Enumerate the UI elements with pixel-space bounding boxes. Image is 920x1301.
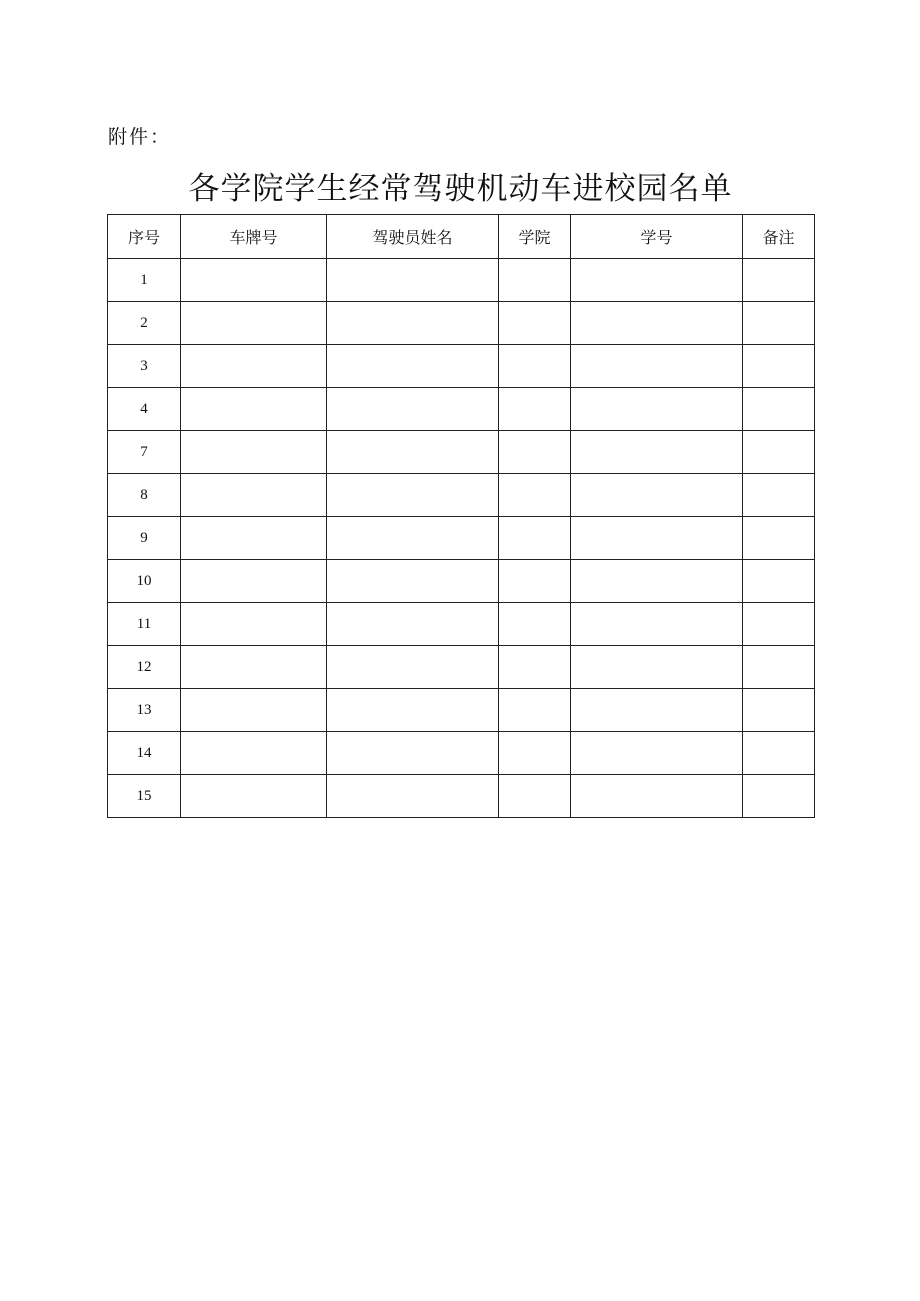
driver-name-cell: [327, 345, 499, 388]
table-row: [108, 302, 815, 345]
driver-name-cell: [327, 603, 499, 646]
student-id-cell: [571, 517, 743, 560]
license-plate-cell: [181, 431, 327, 474]
remarks-cell: [743, 646, 815, 689]
license-plate-cell: [181, 646, 327, 689]
license-plate-cell: [181, 474, 327, 517]
college-cell: [499, 302, 571, 345]
driver-name-cell: [327, 732, 499, 775]
header-student-id: 学号: [571, 215, 743, 259]
serial-number-cell: 9: [108, 517, 181, 560]
student-id-cell: [571, 603, 743, 646]
remarks-cell: [743, 603, 815, 646]
student-id-cell: [571, 302, 743, 345]
table-row: [108, 732, 815, 775]
vehicle-roster-table: [107, 214, 815, 818]
remarks-cell: [743, 775, 815, 818]
header-college: 学院: [499, 215, 571, 259]
college-cell: [499, 689, 571, 732]
driver-name-cell: [327, 689, 499, 732]
remarks-cell: [743, 474, 815, 517]
serial-number-cell: 12: [108, 646, 181, 689]
student-id-cell: [571, 646, 743, 689]
license-plate-cell: [181, 603, 327, 646]
table-row: [108, 646, 815, 689]
college-cell: [499, 560, 571, 603]
remarks-cell: [743, 388, 815, 431]
license-plate-cell: [181, 732, 327, 775]
college-cell: [499, 517, 571, 560]
student-id-cell: [571, 345, 743, 388]
table-row: [108, 603, 815, 646]
serial-number-cell: 4: [108, 388, 181, 431]
serial-number-cell: 15: [108, 775, 181, 818]
remarks-cell: [743, 689, 815, 732]
serial-number-cell: 8: [108, 474, 181, 517]
student-id-cell: [571, 732, 743, 775]
student-id-cell: [571, 474, 743, 517]
attachment-label: 附件：: [108, 126, 172, 148]
license-plate-cell: [181, 345, 327, 388]
license-plate-cell: [181, 259, 327, 302]
driver-name-cell: [327, 259, 499, 302]
college-cell: [499, 345, 571, 388]
license-plate-cell: [181, 517, 327, 560]
student-id-cell: [571, 388, 743, 431]
table-row: [108, 560, 815, 603]
remarks-cell: [743, 560, 815, 603]
serial-number-cell: 13: [108, 689, 181, 732]
driver-name-cell: [327, 517, 499, 560]
document-title: 各学院学生经常驾驶机动车进校园名单: [188, 171, 733, 207]
table-header-row: [108, 215, 815, 259]
serial-number-cell: 1: [108, 259, 181, 302]
table-row: [108, 474, 815, 517]
college-cell: [499, 431, 571, 474]
table-row: [108, 775, 815, 818]
driver-name-cell: [327, 560, 499, 603]
student-id-cell: [571, 689, 743, 732]
table-row: [108, 388, 815, 431]
college-cell: [499, 646, 571, 689]
license-plate-cell: [181, 775, 327, 818]
header-serial-number: 序号: [108, 215, 181, 259]
serial-number-cell: 2: [108, 302, 181, 345]
driver-name-cell: [327, 646, 499, 689]
college-cell: [499, 259, 571, 302]
license-plate-cell: [181, 302, 327, 345]
license-plate-cell: [181, 560, 327, 603]
college-cell: [499, 775, 571, 818]
header-license-plate: 车牌号: [181, 215, 327, 259]
serial-number-cell: 10: [108, 560, 181, 603]
license-plate-cell: [181, 388, 327, 431]
college-cell: [499, 603, 571, 646]
student-id-cell: [571, 560, 743, 603]
remarks-cell: [743, 302, 815, 345]
header-driver-name: 驾驶员姓名: [327, 215, 499, 259]
student-id-cell: [571, 775, 743, 818]
serial-number-cell: 14: [108, 732, 181, 775]
serial-number-cell: 7: [108, 431, 181, 474]
table-row: [108, 259, 815, 302]
driver-name-cell: [327, 388, 499, 431]
driver-name-cell: [327, 474, 499, 517]
table-row: [108, 431, 815, 474]
remarks-cell: [743, 431, 815, 474]
college-cell: [499, 474, 571, 517]
header-remarks: 备注: [743, 215, 815, 259]
remarks-cell: [743, 259, 815, 302]
table-row: [108, 517, 815, 560]
serial-number-cell: 3: [108, 345, 181, 388]
serial-number-cell: 11: [108, 603, 181, 646]
driver-name-cell: [327, 775, 499, 818]
student-id-cell: [571, 431, 743, 474]
college-cell: [499, 388, 571, 431]
driver-name-cell: [327, 431, 499, 474]
remarks-cell: [743, 345, 815, 388]
table-row: [108, 345, 815, 388]
driver-name-cell: [327, 302, 499, 345]
remarks-cell: [743, 732, 815, 775]
remarks-cell: [743, 517, 815, 560]
license-plate-cell: [181, 689, 327, 732]
student-id-cell: [571, 259, 743, 302]
table-row: [108, 689, 815, 732]
college-cell: [499, 732, 571, 775]
